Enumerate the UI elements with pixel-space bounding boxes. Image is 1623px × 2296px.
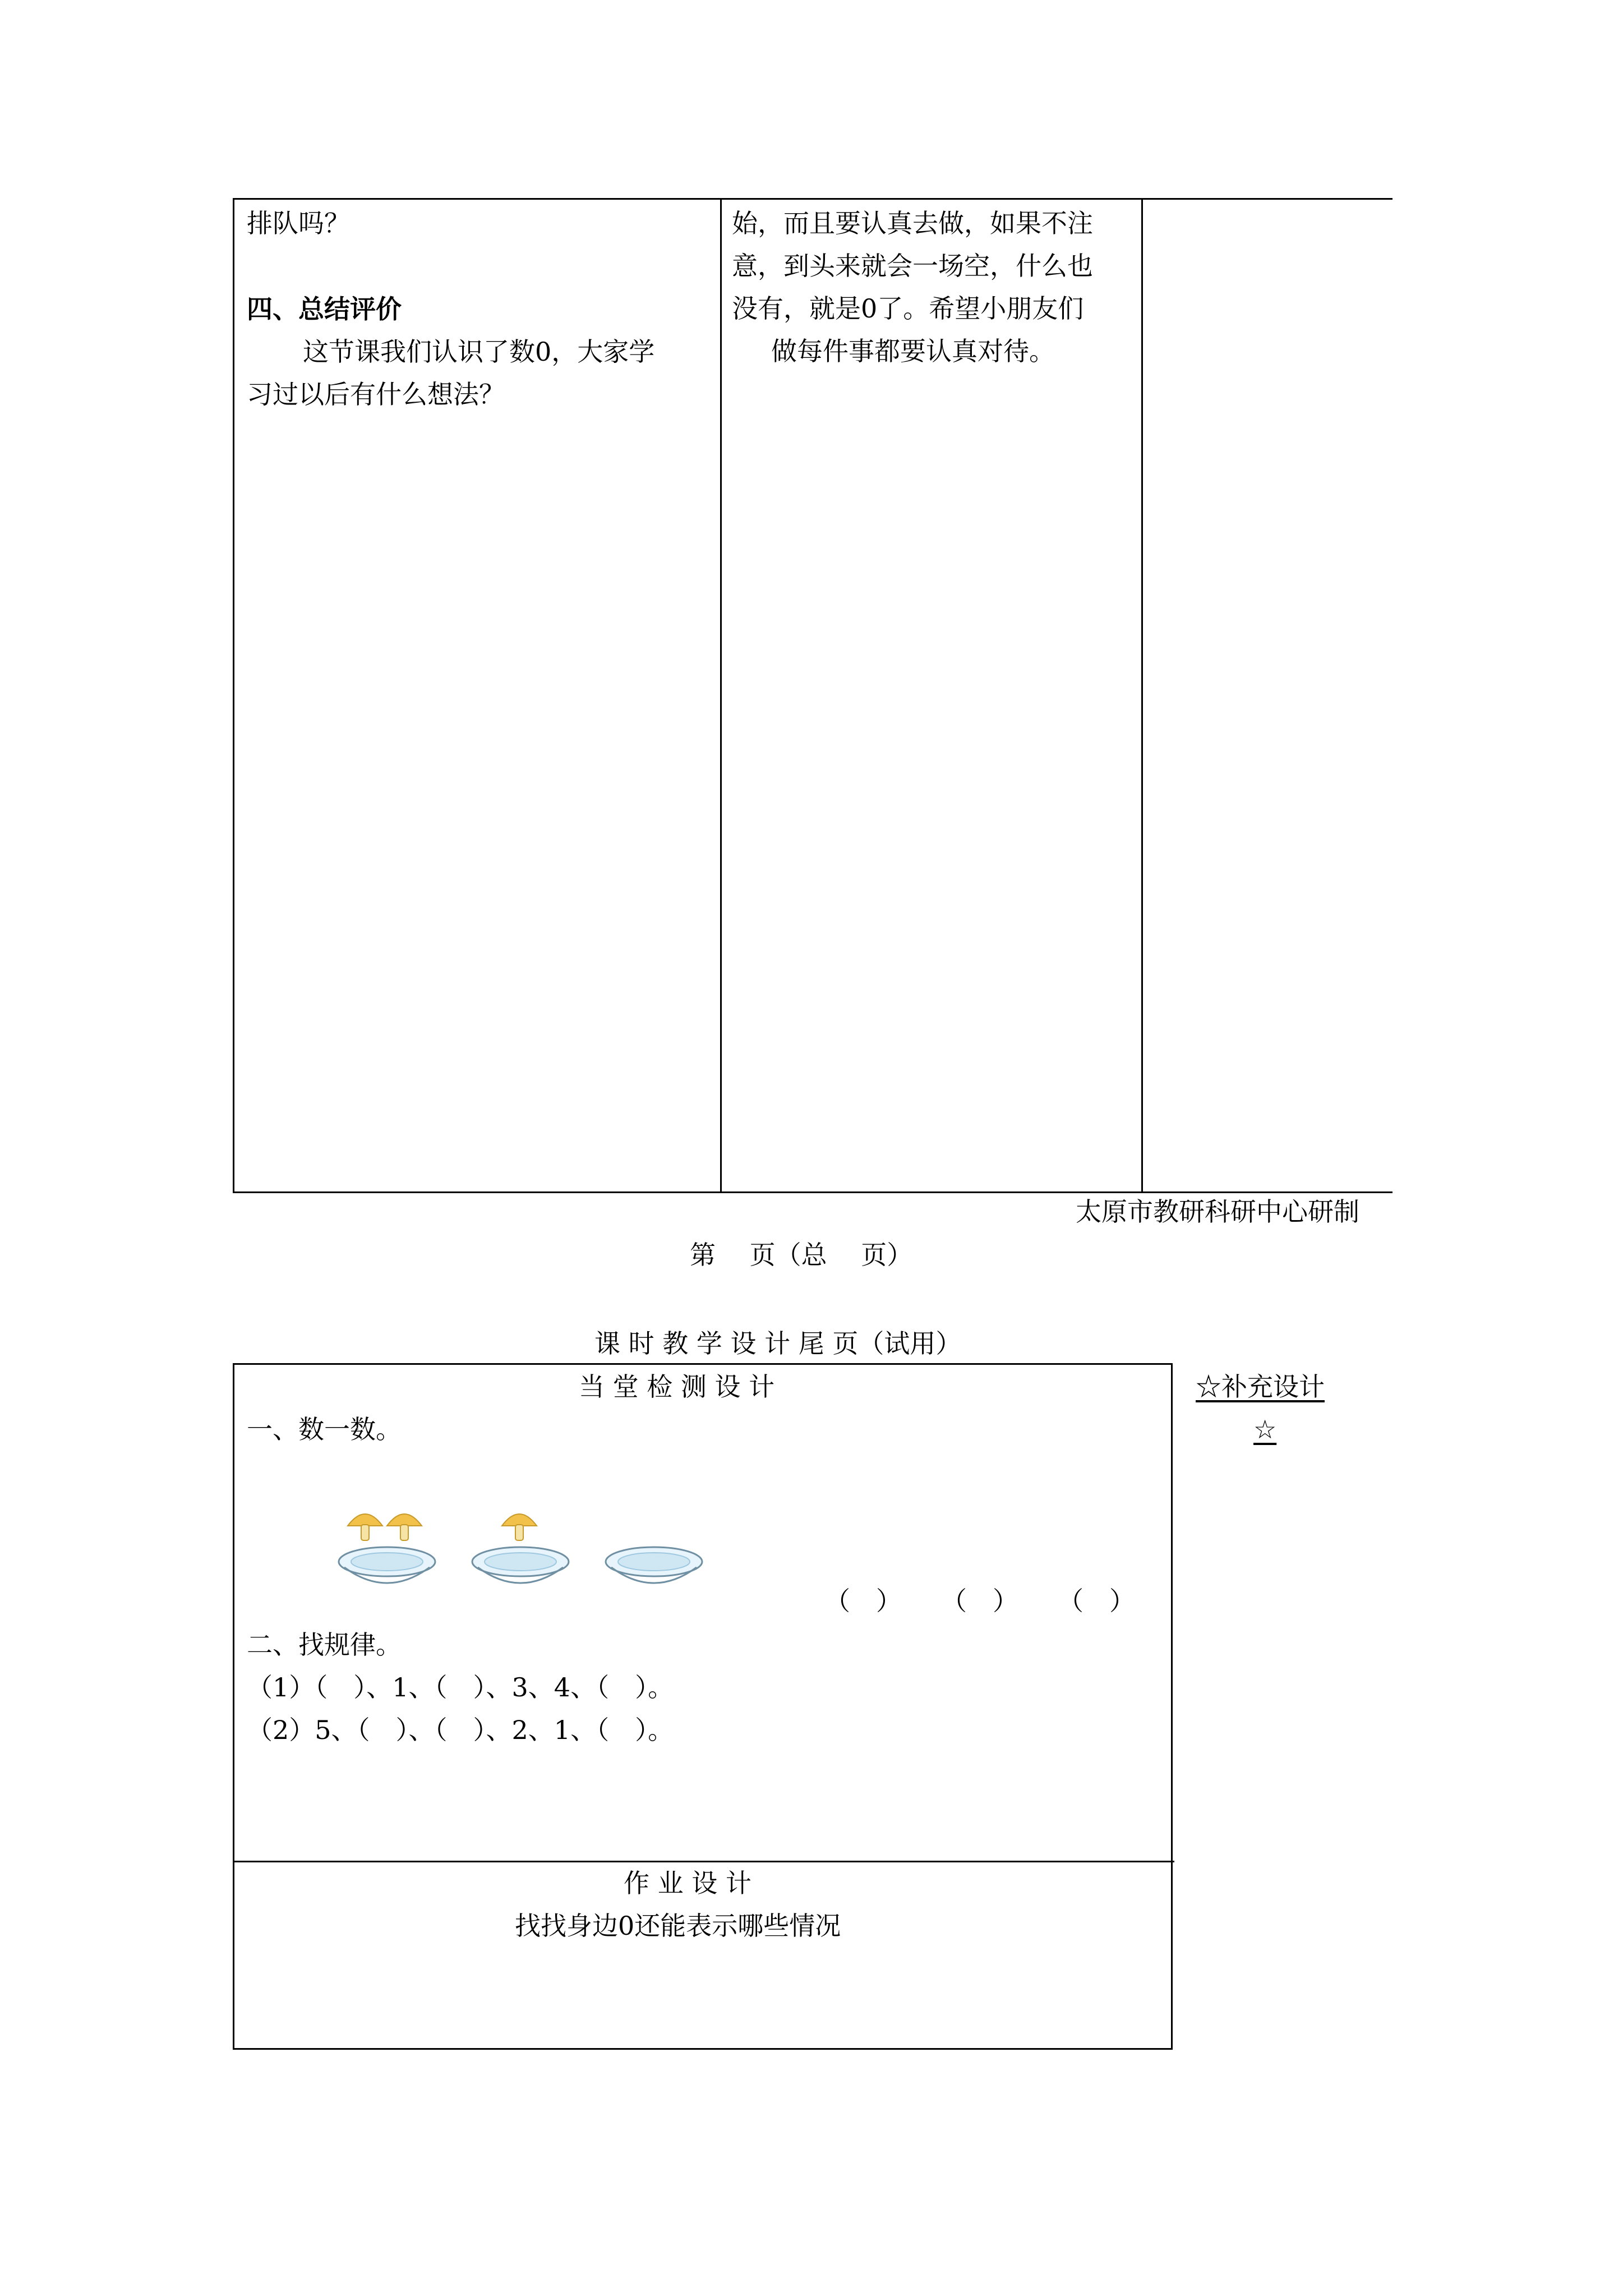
mushroom-icon [385, 1506, 424, 1543]
col2-text-line: 意，到头来就会一场空，什么也 [732, 251, 1093, 281]
section-divider [234, 1861, 1174, 1862]
mushroom-icon [345, 1506, 385, 1543]
page-number: 第 页（总 页） [690, 1240, 913, 1270]
question-1: 一、数一数。 [247, 1414, 402, 1444]
supplement-design-label: ☆补充设计 [1196, 1372, 1325, 1402]
plate-icon [603, 1545, 704, 1596]
col1-text-line: 习过以后有什么想法？ [247, 379, 505, 409]
question-2-item-2: （2）5、（ ）、（ ）、2、1、（ ）。 [247, 1715, 674, 1745]
answer-blank[interactable]: （ ） [1058, 1586, 1135, 1616]
column-divider-1 [720, 200, 722, 1191]
question-2-item-1: （1）（ ）、1、（ ）、3、4、（ ）。 [247, 1672, 674, 1703]
test-design-heading: 当 堂 检 测 设 计 [579, 1372, 775, 1402]
homework-content: 找找身边0还能表示哪些情况 [515, 1911, 841, 1941]
answer-blank[interactable]: （ ） [824, 1586, 902, 1616]
plate-icon [336, 1545, 437, 1596]
col2-text-line: 没有，就是0了。希望小朋友们 [732, 293, 1084, 324]
plate-icon [470, 1545, 571, 1596]
section-heading-summary: 四、总结评价 [247, 294, 402, 324]
col1-text-line: 这节课我们认识了数0，大家学 [303, 337, 655, 367]
supplement-star: ☆ [1253, 1414, 1277, 1444]
col2-text-line: 做每件事都要认真对待。 [771, 336, 1055, 366]
homework-design-heading: 作 业 设 计 [624, 1868, 751, 1898]
credit-text: 太原市教研科研中心研制 [1076, 1197, 1359, 1227]
col2-text-line: 始，而且要认真去做，如果不注 [732, 208, 1093, 238]
answer-blank[interactable]: （ ） [941, 1586, 1018, 1616]
column-divider-2 [1141, 200, 1143, 1191]
question-2: 二、找规律。 [247, 1630, 402, 1660]
tail-page-title: 课 时 教 学 设 计 尾 页（试用） [594, 1328, 962, 1359]
mushroom-icon [500, 1506, 539, 1543]
col1-text-line: 排队吗？ [247, 208, 350, 238]
